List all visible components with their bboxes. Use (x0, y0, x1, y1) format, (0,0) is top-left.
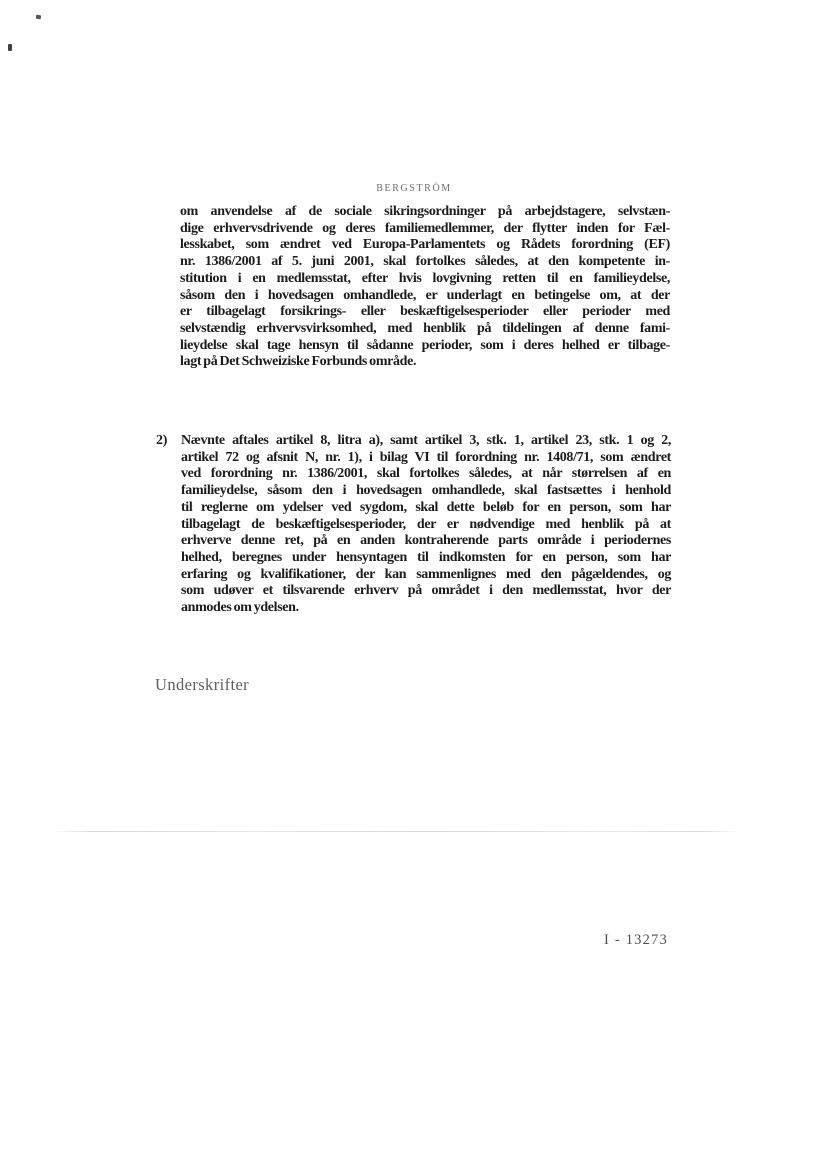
text-line: erfaring og kvalifikationer, der kan sammenlignes med den pågældendes, og (181, 566, 671, 582)
text-line: stitution i en medlemsstat, efter hvis lovgivning retten til en familieydelse, (180, 270, 670, 286)
running-header-case-name: BERGSTRÖM (376, 183, 452, 194)
horizontal-divider (50, 831, 742, 832)
text-line: Nævnte aftales artikel 8, litra a), samt artikel 3, stk. 1, artikel 23, stk. 1 og 2, (181, 433, 671, 448)
text-line: familieydelse, såsom den i hovedsagen omhandlede, skal fastsættes i henhold (181, 483, 671, 499)
text-line: nr. 1386/2001 af 5. juni 2001, skal fortolkes således, at den kompetente in- (180, 254, 670, 270)
text-line: anmodes om ydelsen. (181, 600, 299, 616)
text-line: som udøver et tilsvarende erhverv på området i den medlemsstat, hvor der (181, 583, 671, 599)
ruling-paragraph-2-number: 2) (156, 433, 168, 448)
text-line: til reglerne om ydelser ved sygdom, skal dette beløb for en person, som har (181, 499, 671, 515)
text-line: artikel 72 og afsnit N, nr. 1), i bilag VI til forordning nr. 1408/71, som ændret (181, 449, 671, 465)
text-line: erhverve denne ret, på en anden kontraherende parts område i periodernes (181, 533, 671, 549)
page-reference: I - 13273 (604, 932, 668, 948)
text-line: ved forordning nr. 1386/2001, skal fortolkes således, at når størrelsen af en (181, 466, 671, 482)
signature-heading: Underskrifter (155, 675, 250, 694)
text-line: lesskabet, som ændret ved Europa-Parlamentets og Rådets forordning (EF) (180, 237, 670, 253)
text-line: tilbagelagt de beskæftigelsesperioder, der er nødvendige med henblik på at (181, 516, 671, 532)
text-line: lagt på Det Schweiziske Forbunds område. (180, 354, 417, 370)
text-line: lieydelse skal tage hensyn til sådanne perioder, som i deres helhed er tilbage- (180, 337, 670, 353)
text-line: selvstændig erhvervsvirksomhed, med henblik på tildelingen af denne fami- (180, 320, 670, 336)
text-line: om anvendelse af de sociale sikringsordninger på arbejdstagere, selvstæn- (180, 204, 670, 219)
ruling-paragraph-2 (181, 433, 671, 617)
text-line: dige erhvervsdrivende og deres familiemedlemmer, der flytter inden for Fæl- (180, 220, 670, 236)
text-line: er tilbagelagt forsikrings- eller beskæftigelsesperioder eller perioder med (180, 304, 670, 320)
scan-artifact-speck (36, 15, 42, 20)
text-line: helhed, beregnes under hensyntagen til indkomsten for en person, som har (181, 549, 671, 565)
ruling-paragraph-1 (180, 204, 670, 371)
scan-artifact-speck (8, 44, 12, 51)
text-line: såsom den i hovedsagen omhandlede, er underlagt en betingelse om, at der (180, 287, 670, 303)
